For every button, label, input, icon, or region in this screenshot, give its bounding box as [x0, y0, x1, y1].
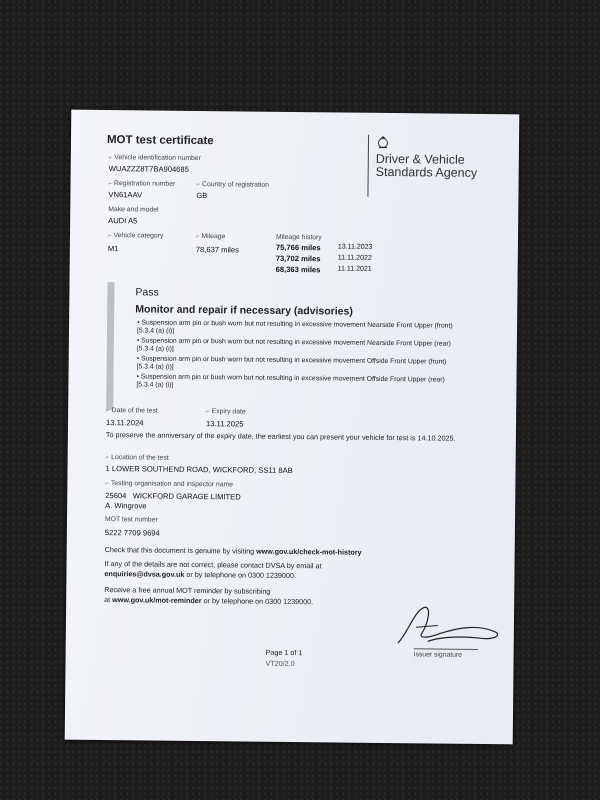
category-value: M1 [107, 244, 119, 254]
document-title: MOT test certificate [106, 134, 214, 148]
history-date-1: 13.11.2023 [337, 243, 373, 251]
reg-value: VN61AAV [108, 190, 143, 200]
mileage-label: ⌐ Mileage [195, 233, 226, 241]
expiry-value: 13.11.2025 [205, 419, 244, 429]
history-miles-3: 68,363 miles [275, 264, 321, 275]
check-link[interactable]: www.gov.uk/check-mot-history [256, 546, 362, 557]
vin-value: WUAZZZ8T7BA904685 [108, 164, 189, 174]
country-value: GB [196, 190, 208, 201]
issuer-signature-mark [388, 603, 508, 652]
category-label: ⌐ Vehicle category [107, 232, 164, 240]
test-date-value: 13.11.2024 [105, 418, 144, 428]
advisory-item: • Suspension arm pin or bush worn but not resulting in excessive movement Offside Front Upper (front) [5.3.4 (a) (i)] [136, 355, 447, 371]
agency-name: Driver & Vehicle Standards Agency [375, 151, 478, 180]
test-date-label: ⌐ Date of the test [106, 407, 158, 415]
test-result: Pass [135, 286, 159, 299]
make-value: AUDI A5 [108, 216, 138, 226]
contact-email-link[interactable]: enquiries@dvsa.gov.uk [104, 569, 185, 579]
anniversary-note: To preserve the anniversary of the expiry date, the earliest you can present your vehicle for test is 14.10.2025. [105, 430, 456, 443]
history-miles-1: 75,766 miles [275, 242, 321, 253]
reg-label: ⌐ Registration number [108, 180, 176, 188]
country-label: ⌐ Country of registration [196, 181, 269, 189]
advisories-title: Monitor and repair if necessary (advisories) [135, 303, 353, 318]
check-line: Check that this document is genuine by visiting www.gov.uk/check-mot-history [104, 545, 362, 557]
inspector-name: A. Wingrove [105, 501, 147, 511]
history-date-2: 11.11.2022 [337, 254, 372, 262]
history-miles-2: 73,702 miles [275, 253, 321, 264]
organisation-value: 25604 WICKFORD GARAGE LIMITED [105, 491, 241, 502]
royal-crest-icon [376, 135, 390, 149]
location-value: 1 LOWER SOUTHEND ROAD, WICKFORD, SS11 8AB [105, 464, 293, 476]
location-label: ⌐ Location of the test [105, 454, 169, 462]
organisation-label: ⌐ Testing organisation and inspector name [105, 480, 233, 489]
reminder-line-2: at www.gov.uk/mot-reminder or by telephone on 0300 1239000. [104, 595, 314, 607]
expiry-label: ⌐ Expiry date [206, 408, 246, 416]
reminder-link[interactable]: www.gov.uk/mot-reminder [112, 595, 202, 606]
advisory-item: • Suspension arm pin or bush worn but not resulting in excessive movement Offside Front Upper (rear) [5.3.4 (a) (i)] [136, 373, 445, 389]
reminder-line: Receive a free annual MOT reminder by subscribing [104, 585, 271, 596]
form-code: VT20/2.0 [265, 658, 295, 669]
page-number: Page 1 of 1 [265, 647, 303, 658]
contact-line-2: enquiries@dvsa.gov.uk or by telephone on 0300 1239000. [104, 569, 296, 581]
vin-label: ⌐ Vehicle identification number [108, 154, 201, 163]
agency-divider [367, 135, 369, 197]
mileage-value: 78,637 miles [195, 244, 239, 255]
make-label: Make and model [108, 206, 159, 214]
mot-certificate [65, 110, 520, 745]
mileage-history-label: Mileage history [275, 233, 322, 242]
result-bar [106, 282, 114, 410]
contact-line: If any of the details are not correct, please contact DVSA by email at [104, 559, 322, 571]
advisory-item: • Suspension arm pin or bush worn but not resulting in excessive movement Nearside Front Upper (front) [5.3.4 (a) (i)] [136, 319, 453, 335]
test-number-label: MOT test number [104, 516, 158, 524]
issuer-signature-label: Issuer signature [413, 651, 463, 659]
history-date-3: 11.11.2021 [337, 265, 372, 273]
advisory-item: • Suspension arm pin or bush worn but not resulting in excessive movement Nearside Front Upper (rear) [5.3.4 (a) (i)] [136, 337, 451, 353]
test-number-value: 5222 7709 9694 [104, 528, 160, 538]
